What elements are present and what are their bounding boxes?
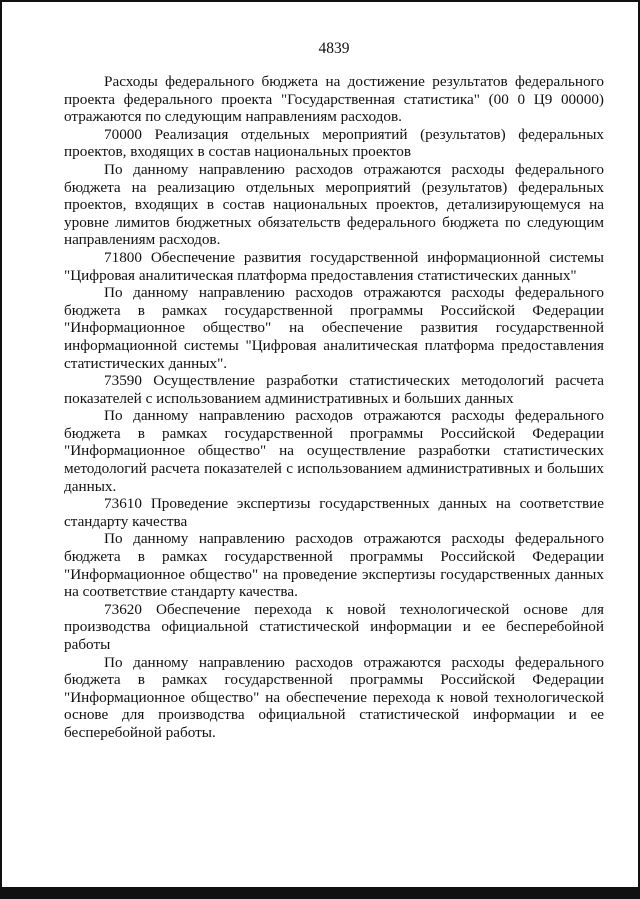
document-body <box>64 73 604 742</box>
paragraph-text-73590: По данному направлению расходов отражаются расходы федерального бюджета в рамках государственной программы Российской Федерации "Информационное общество" на осуществление разработки статистических методологий расчета показателей с использованием административных и больших данных. <box>64 407 604 495</box>
paragraph-heading-73590: 73590 Осуществление разработки статистических методологий расчета показателей с использованием административных и больших данных <box>64 372 604 407</box>
paragraph-intro: Расходы федерального бюджета на достижение результатов федерального проекта федерального проекта "Государственная статистика" (00 0 Ц9 00000) отражаются по следующим направлениям расходов. <box>64 73 604 126</box>
paragraph-heading-73610: 73610 Проведение экспертизы государственных данных на соответствие стандарту качества <box>64 495 604 530</box>
paragraph-text-71800: По данному направлению расходов отражаются расходы федерального бюджета в рамках государственной программы Российской Федерации "Информационное общество" на обеспечение развития государственной информационной системы "Цифровая аналитическая платформа предоставления статистических данных". <box>64 284 604 372</box>
paragraph-heading-71800: 71800 Обеспечение развития государственной информационной системы "Цифровая аналитическая платформа предоставления статистических данных" <box>64 248 604 284</box>
paragraph-text-73610: По данному направлению расходов отражаются расходы федерального бюджета в рамках государственной программы Российской Федерации "Информационное общество" на проведение экспертизы государственных данных на соответствие стандарту качества. <box>64 530 604 601</box>
page-number: 4839 <box>318 40 350 57</box>
paragraph-text-73620: По данному направлению расходов отражаются расходы федерального бюджета в рамках государственной программы Российской Федерации "Информационное общество" на обеспечение перехода к новой технологической основе для производства официальной статистической информации и ее бесперебойной работы. <box>64 653 604 741</box>
paragraph-heading-70000: 70000 Реализация отдельных мероприятий (результатов) федеральных проектов, входящих в состав национальных проектов <box>64 125 604 161</box>
paragraph-heading-73620: 73620 Обеспечение перехода к новой технологической основе для производства официальной статистической информации и ее бесперебойной работы <box>64 600 604 653</box>
paragraph-text-70000: По данному направлению расходов отражаются расходы федерального бюджета на реализацию отдельных мероприятий (результатов) федеральных проектов, входящих в состав национальных проектов, детализирующемуся на уровне лимитов бюджетных обязательств федерального бюджета по следующим направлениям расходов. <box>64 160 604 249</box>
scan-bottom-edge <box>2 887 638 897</box>
